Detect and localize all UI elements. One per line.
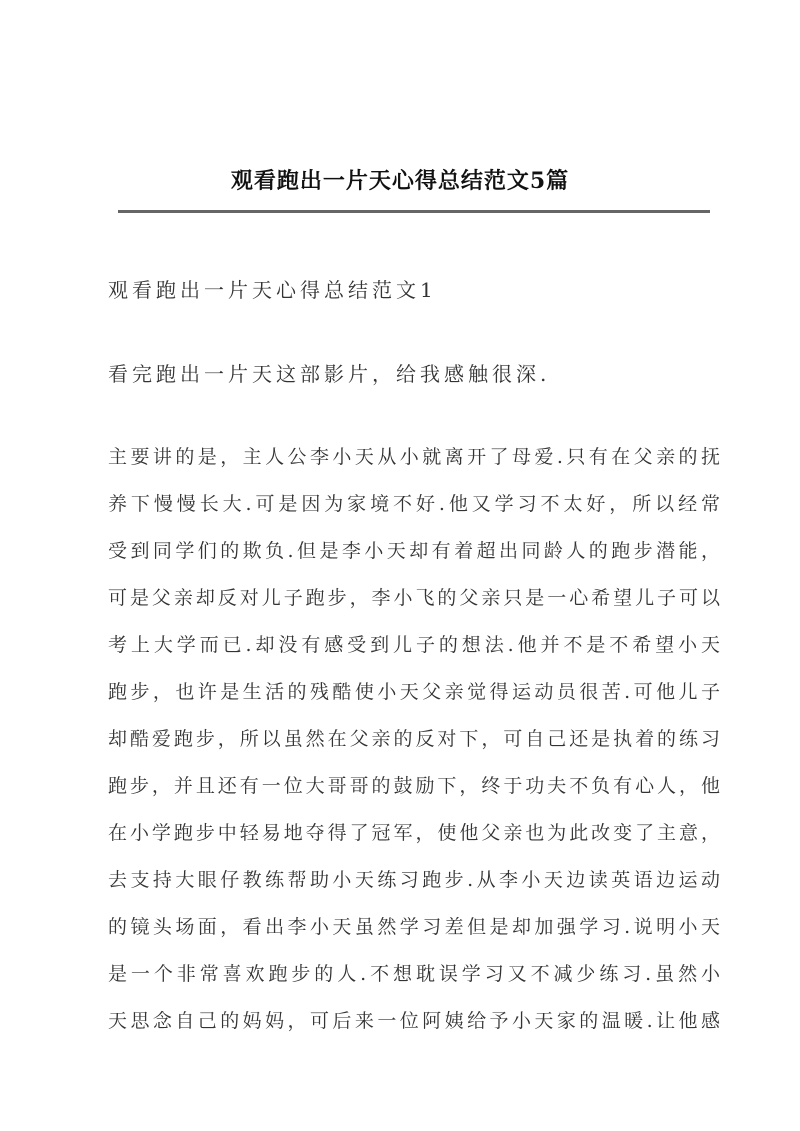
body-line: 养下慢慢长大.可是因为家境不好.他又学习不太好，所以经常 [108,493,720,515]
body-line: 主要讲的是，主人公李小天从小就离开了母爱.只有在父亲的抚 [108,446,720,468]
body-line: 在小学跑步中轻易地夺得了冠军，使他父亲也为此改变了主意， [108,822,720,844]
body-line: 却酷爱跑步，所以虽然在父亲的反对下，可自己还是执着的练习 [108,728,720,750]
body-paragraph [108,434,720,1045]
body-line: 天思念自己的妈妈，可后来一位阿姨给予小天家的温暖.让他感 [108,1010,720,1032]
body-line: 可是父亲却反对儿子跑步，李小飞的父亲只是一心希望儿子可以 [108,587,720,609]
body-line: 跑步，并且还有一位大哥哥的鼓励下，终于功夫不负有心人，他 [108,775,720,797]
intro-paragraph: 看完跑出一片天这部影片，给我感触很深. [108,362,551,386]
body-line: 考上大学而已.却没有感受到儿子的想法.他并不是不希望小天 [108,634,720,656]
document-title: 观看跑出一片天心得总结范文5篇 [230,168,570,194]
body-line: 受到同学们的欺负.但是李小天却有着超出同龄人的跑步潜能， [108,540,720,562]
body-line: 去支持大眼仔教练帮助小天练习跑步.从李小天边读英语边运动 [108,869,720,891]
body-line: 是一个非常喜欢跑步的人.不想耽误学习又不减少练习.虽然小 [108,963,720,985]
title-divider [118,210,710,213]
section-heading: 观看跑出一片天心得总结范文1 [108,278,437,302]
body-line: 的镜头场面，看出李小天虽然学习差但是却加强学习.说明小天 [108,916,720,938]
body-line: 跑步，也许是生活的残酷使小天父亲觉得运动员很苦.可他儿子 [108,681,720,703]
